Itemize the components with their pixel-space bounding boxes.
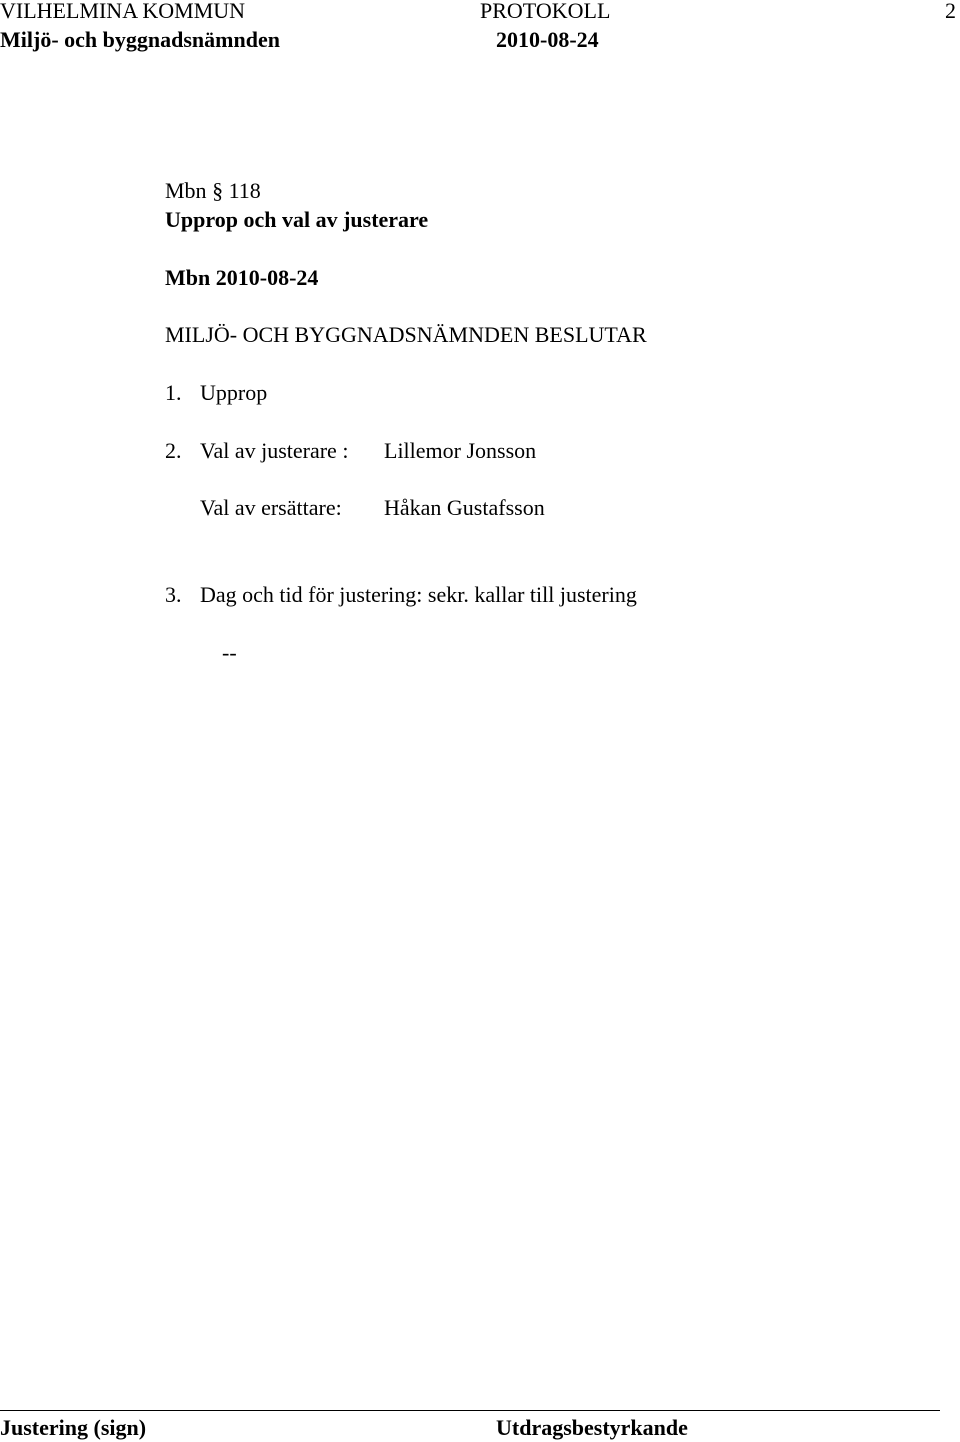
header-doc-type: PROTOKOLL <box>480 0 611 23</box>
item-2-label: Val av justerare : <box>200 438 349 463</box>
section-title: Upprop och val av justerare <box>165 207 429 232</box>
header-date: 2010-08-24 <box>496 27 599 52</box>
footer-justering: Justering (sign) <box>0 1415 147 1440</box>
substitute-label: Val av ersättare: <box>200 495 342 520</box>
end-marker: -- <box>222 640 237 665</box>
item-1-text: Upprop <box>200 380 268 405</box>
section-ref-prefix: Mbn <box>165 178 207 203</box>
meeting-date: 2010-08-24 <box>215 265 319 290</box>
item-2-number: 2. <box>165 438 182 463</box>
item-3-text: Dag och tid för justering: sekr. kallar till justering <box>200 582 637 607</box>
decision-heading: MILJÖ- OCH BYGGNADSNÄMNDEN BESLUTAR <box>165 322 647 347</box>
meeting-label: Mbn <box>165 265 211 290</box>
footer-divider <box>0 1410 940 1411</box>
footer-utdragsbestyrkande: Utdragsbestyrkande <box>496 1415 688 1440</box>
header-committee: Miljö- och byggnadsnämnden <box>0 27 280 52</box>
item-1-number: 1. <box>165 380 182 405</box>
meeting-ref <box>165 267 318 289</box>
section-ref <box>165 180 261 202</box>
header-page-number: 2 <box>945 0 956 23</box>
paragraph-symbol: § <box>212 178 224 203</box>
substitute-value: Håkan Gustafsson <box>384 495 545 520</box>
section-ref-number: 118 <box>228 178 261 203</box>
item-3-number: 3. <box>165 582 182 607</box>
header-org: VILHELMINA KOMMUN <box>0 0 246 23</box>
item-2-value: Lillemor Jonsson <box>384 438 537 463</box>
